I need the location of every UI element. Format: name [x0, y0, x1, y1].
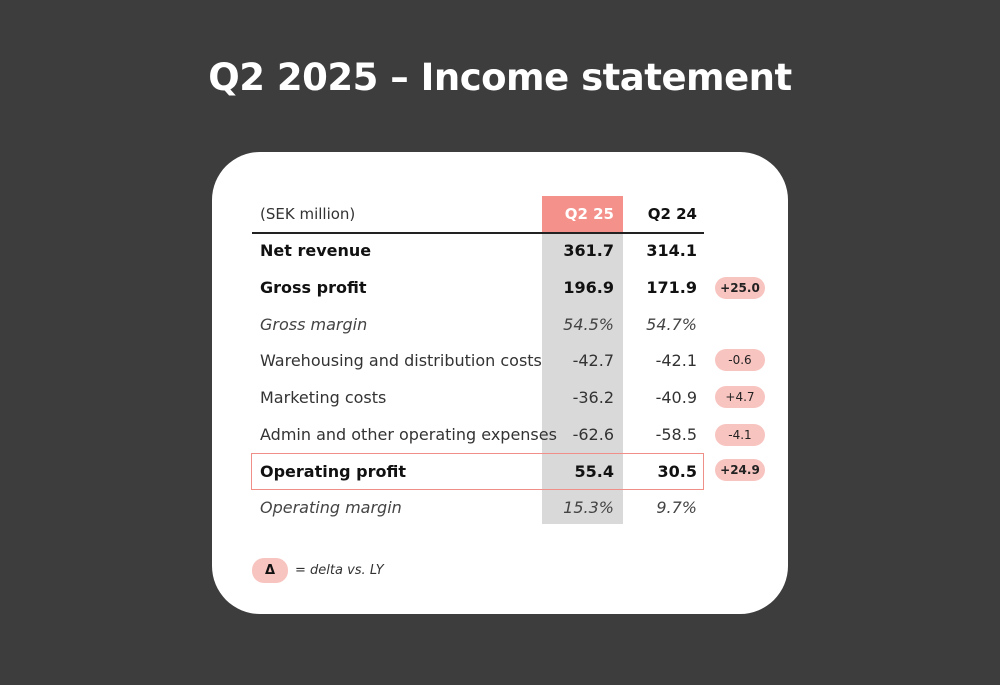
row-label: Admin and other operating expenses: [260, 425, 557, 444]
column-header-q2-24: Q2 24: [647, 205, 697, 223]
delta-badge-warehousing-costs: -0.6: [715, 349, 765, 371]
value-q2-25: -62.6: [572, 425, 614, 444]
row-label: Gross profit: [260, 278, 367, 297]
table-row-operating-profit: [212, 453, 788, 490]
table-header-row: [212, 196, 788, 233]
row-label: Warehousing and distribution costs: [260, 351, 542, 370]
value-q2-24: 54.7%: [646, 315, 697, 334]
income-statement-card: [212, 152, 788, 614]
value-q2-24: 171.9: [646, 278, 697, 297]
delta-badge-marketing-costs: +4.7: [715, 386, 765, 408]
table-row-operating-margin: [212, 489, 788, 526]
table-row-admin-expenses: [212, 416, 788, 453]
unit-label: (SEK million): [260, 205, 356, 223]
row-label: Operating margin: [260, 498, 402, 517]
table-row-net-revenue: [212, 232, 788, 269]
table-row-warehousing-costs: [212, 342, 788, 379]
delta-badge-operating-profit: +24.9: [715, 459, 765, 481]
value-q2-25: -42.7: [572, 351, 614, 370]
row-label: Gross margin: [260, 315, 368, 334]
row-label: Operating profit: [260, 462, 406, 481]
column-header-q2-25: Q2 25: [564, 205, 614, 223]
table-row-marketing-costs: [212, 379, 788, 416]
row-label: Net revenue: [260, 241, 372, 260]
table-row-gross-margin: [212, 306, 788, 343]
delta-badge-gross-profit: +25.0: [715, 277, 765, 299]
value-q2-25: 54.5%: [563, 315, 614, 334]
value-q2-24: -58.5: [655, 425, 697, 444]
value-q2-24: 314.1: [646, 241, 697, 260]
delta-legend-icon: Δ: [252, 558, 288, 583]
delta-badge-admin-expenses: -4.1: [715, 424, 765, 446]
value-q2-25: -36.2: [572, 388, 614, 407]
value-q2-25: 55.4: [574, 462, 614, 481]
value-q2-24: -40.9: [655, 388, 697, 407]
value-q2-24: -42.1: [655, 351, 697, 370]
row-label: Marketing costs: [260, 388, 387, 407]
delta-legend-text: = delta vs. LY: [295, 563, 384, 578]
value-q2-24: 30.5: [657, 462, 697, 481]
value-q2-25: 15.3%: [563, 498, 614, 517]
value-q2-25: 361.7: [563, 241, 614, 260]
table-row-gross-profit: [212, 269, 788, 306]
value-q2-24: 9.7%: [656, 498, 697, 517]
page-title: Q2 2025 – Income statement: [208, 56, 792, 99]
value-q2-25: 196.9: [563, 278, 614, 297]
